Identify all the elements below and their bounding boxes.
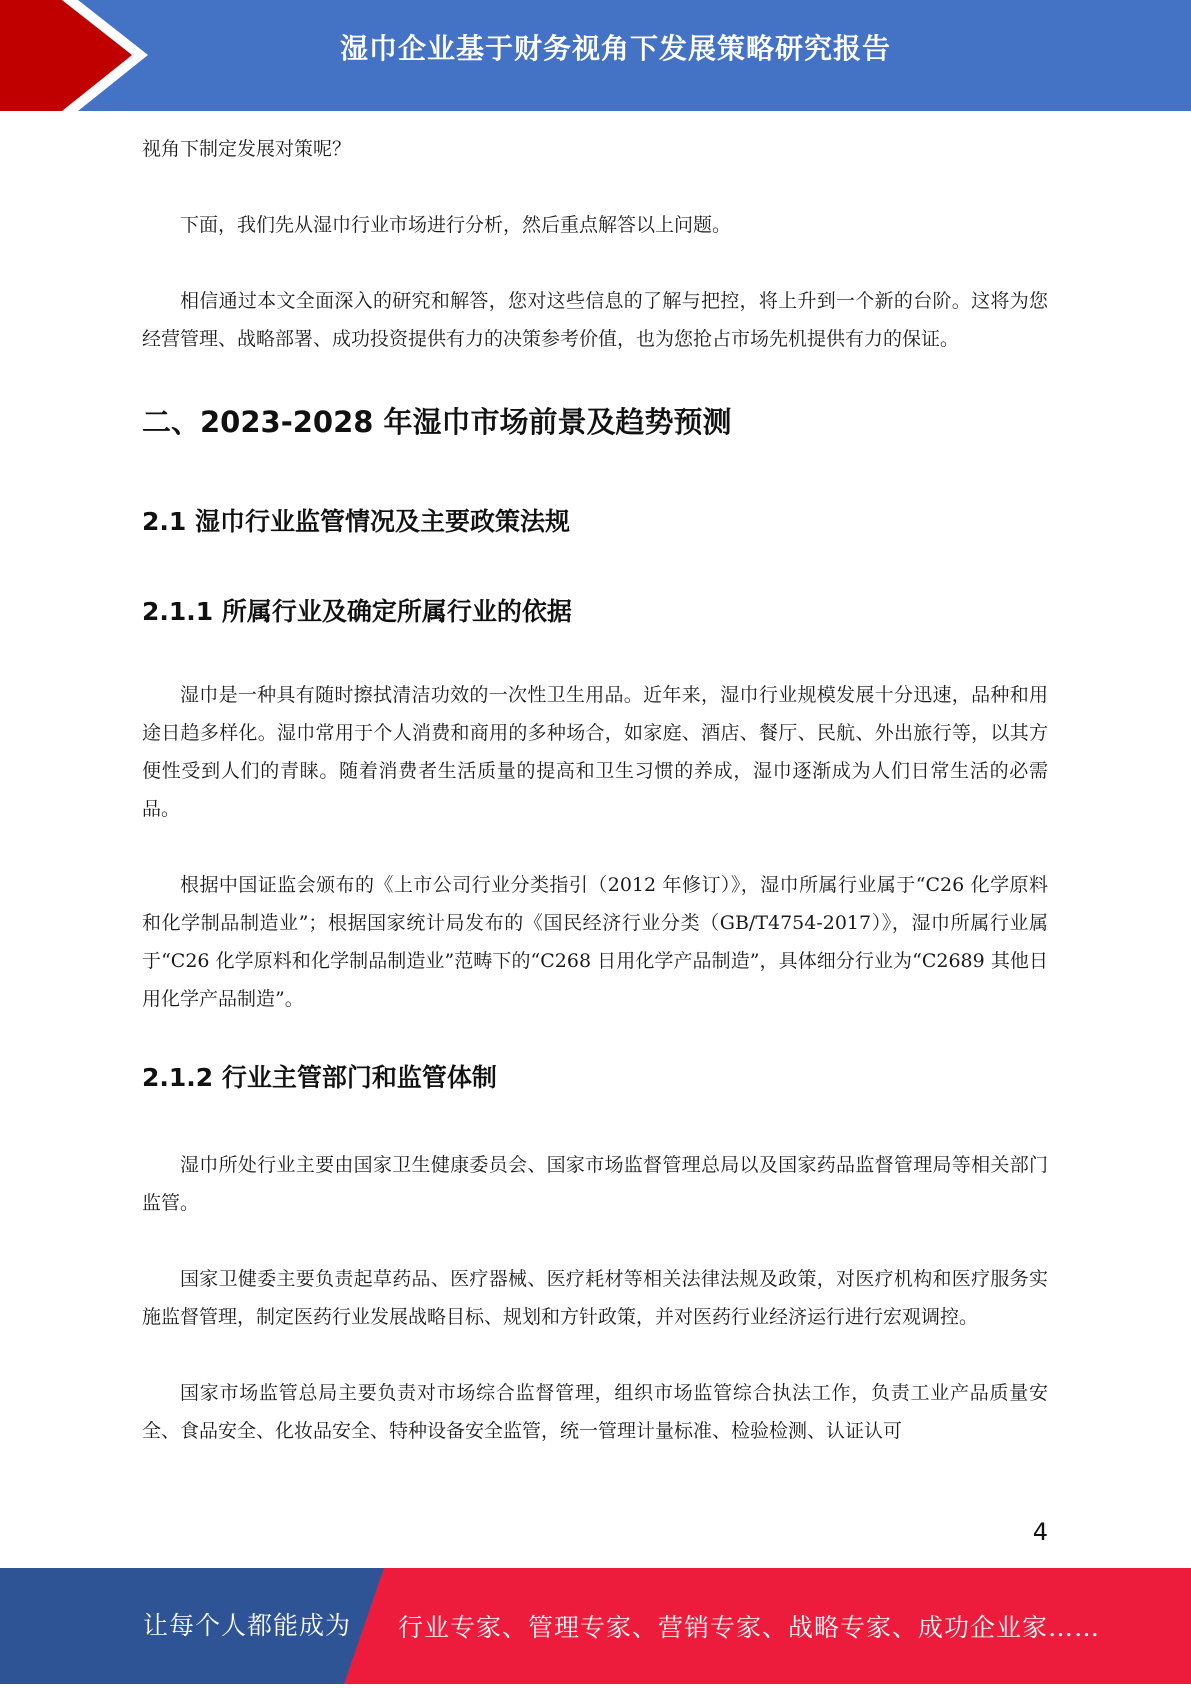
footer-slogan-right: 行业专家、管理专家、营销专家、战略专家、成功企业家…… (398, 1613, 1101, 1642)
section-heading: 二、2023-2028 年湿巾市场前景及趋势预测 (142, 405, 732, 439)
page-header (0, 0, 1191, 111)
subsubsection-heading-industry: 2.1.1 所属行业及确定所属行业的依据 (142, 597, 572, 626)
paragraph-industry-classification: 根据中国证监会颁布的《上市公司行业分类指引（2012 年修订）》，湿巾所属行业属于“C26 化学原料和化学制品制造业”；根据国家统计局发布的《国民经济行业分类（GB/T4754-2017）》，湿巾所属行业属于“C26 化学原料和化学制品制造业”范畴下的“C268 日用化学产品制造”，具体细分行业为“C2689 其他日用化学产品制造”。 (142, 874, 1048, 1010)
paragraph-value: 相信通过本文全面深入的研究和解答，您对这些信息的了解与把控，将上升到一个新的台阶。这将为您经营管理、战略部署、成功投资提供有力的决策参考价值，也为您抢占市场先机提供有力的保证。 (142, 290, 1048, 350)
subsubsection-heading-regulators: 2.1.2 行业主管部门和监管体制 (142, 1063, 497, 1092)
paragraph-continuation: 视角下制定发展对策呢？ (142, 138, 352, 160)
subsection-heading: 2.1 湿巾行业监管情况及主要政策法规 (142, 507, 570, 536)
paragraph-intro: 下面，我们先从湿巾行业市场进行分析，然后重点解答以上问题。 (180, 214, 732, 236)
paragraph-regulators: 湿巾所处行业主要由国家卫生健康委员会、国家市场监督管理总局以及国家药品监督管理局等相关部门监管。 (142, 1154, 1048, 1214)
footer-slogan-left: 让每个人都能成为 (143, 1611, 352, 1640)
paragraph-health-commission: 国家卫健委主要负责起草药品、医疗器械、医疗耗材等相关法律法规及政策，对医疗机构和医疗服务实施监督管理，制定医药行业发展战略目标、规划和方针政策，并对医药行业经济运行进行宏观调控。 (142, 1268, 1048, 1328)
page-number: 4 (1032, 1518, 1048, 1546)
page-footer (0, 1568, 1191, 1684)
paragraph-market-regulation: 国家市场监管总局主要负责对市场综合监督管理，组织市场监管综合执法工作，负责工业产品质量安全、食品安全、化妆品安全、特种设备安全监管，统一管理计量标准、检验检测、认证认可 (142, 1382, 1048, 1442)
paragraph-wipes-definition: 湿巾是一种具有随时擦拭清洁功效的一次性卫生用品。近年来，湿巾行业规模发展十分迅速，品种和用途日趋多样化。湿巾常用于个人消费和商用的多种场合，如家庭、酒店、餐厅、民航、外出旅行等，以其方便性受到人们的青睐。随着消费者生活质量的提高和卫生习惯的养成，湿巾逐渐成为人们日常生活的必需品。 (142, 684, 1048, 820)
document-body (142, 130, 1048, 1450)
header-title: 湿巾企业基于财务视角下发展策略研究报告 (339, 32, 891, 65)
